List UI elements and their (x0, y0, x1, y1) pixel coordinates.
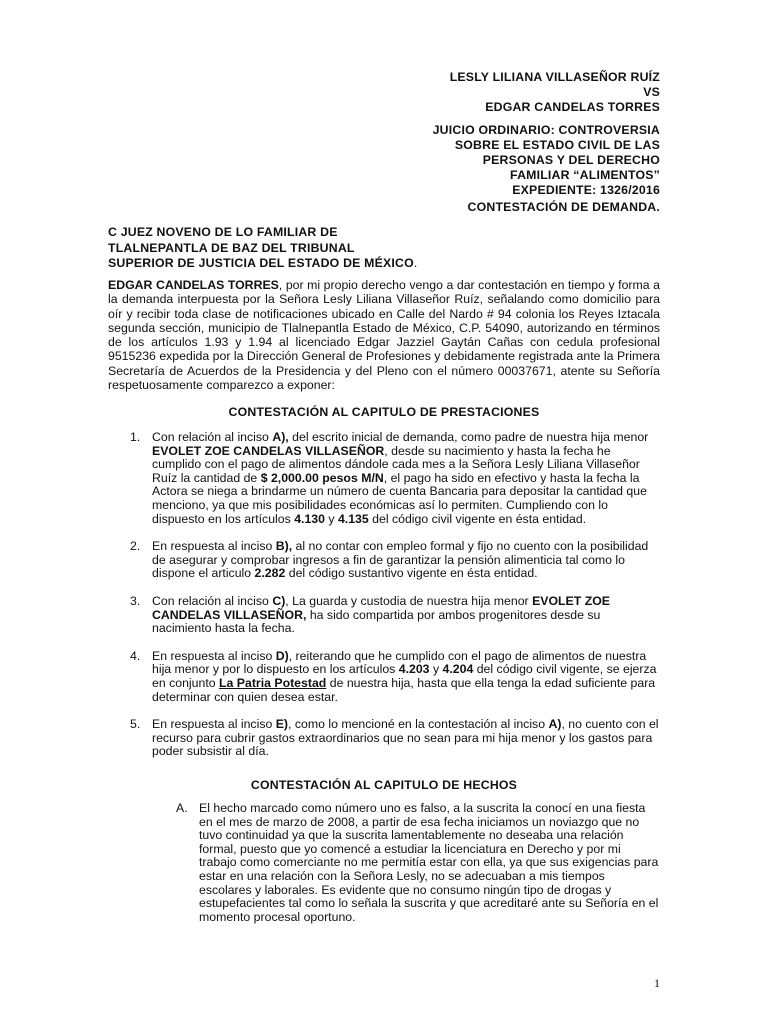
item-text: En respuesta al inciso (152, 539, 276, 554)
item-number: 2. (130, 539, 141, 554)
prestaciones-heading: CONTESTACIÓN AL CAPITULO DE PRESTACIONES (228, 405, 540, 419)
item-bold: 4.204 (442, 662, 474, 677)
hechos-heading: CONTESTACIÓN AL CAPITULO DE HECHOS (250, 778, 518, 792)
list-item (108, 540, 660, 581)
list-item (108, 650, 660, 704)
item-text: , La guarda y custodia de nuestra hija menor (285, 593, 533, 608)
item-bold: 4.130 (294, 511, 325, 526)
case-parties (450, 70, 660, 115)
item-number: 1. (130, 430, 141, 444)
item-number: 3. (130, 593, 141, 608)
item-text: En respuesta al inciso (152, 648, 276, 663)
hechos-list (108, 802, 660, 924)
item-text: ha sido compartida por ambos progenitores desde su nacimiento hasta la fecha. (152, 607, 601, 636)
item-text: del código civil vigente en ésta entidad. (368, 511, 587, 526)
item-text: En respuesta al inciso (152, 717, 276, 732)
item-text: y (324, 511, 338, 526)
item-text: del código civil vigente, se ejerza en conjunto (152, 662, 657, 690)
item-text: , desde su nacimiento y hasta la fecha he cumplido con el pago de alimentos dándole cada mes a la Señora Lesly Liliana Villaseñor Ruíz la cantidad de (152, 443, 640, 485)
page-number: 1 (654, 976, 660, 990)
item-bold: C) (272, 593, 286, 608)
prestaciones-list (108, 431, 660, 759)
item-text: El hecho marcado como número uno es falso, a la suscrita la conocí en una fiesta en el mes de marzo de 2008, a partir de esa fecha iniciamos un noviazgo que no tuvo continuidad ya que la suscrita lamentablemente no deseaba una relación formal, puesto que yo comencé a estudiar la licenciatura en Derecho y por mi trabajo como comerciante no me permitía estar con ella, ya que sus exigencias para estar en una relación con la Señora Lesly, no se adecuaban a mis tiempos escolares y laborales. Es evidente que no consumo ningún tipo de drogas y estupefacientes tal como lo señala la suscrita y que acreditaré ante su Señoría en el momento procesal oportuno. (199, 801, 659, 924)
case-line: PERSONAS Y DEL DERECHO (482, 153, 660, 167)
item-text: de nuestra hija, hasta que ella tenga la edad suficiente para determinar con quien desea estar. (152, 675, 656, 704)
addressee-line-text: SUPERIOR DE JUSTICIA DEL ESTADO DE MÉXICO (108, 256, 414, 270)
document-title-text: CONTESTACIÓN DE DEMANDA. (467, 200, 660, 214)
intro-paragraph (108, 278, 660, 392)
addressee-period: . (413, 256, 418, 270)
item-text: y (429, 662, 443, 677)
list-item (108, 431, 660, 526)
list-item (108, 802, 660, 924)
plaintiff-name: LESLY LILIANA VILLASEÑOR RUÍZ (449, 70, 660, 84)
item-bold: EVOLET ZOE CANDELAS VILLASEÑOR, (152, 593, 610, 622)
case-description (433, 123, 660, 198)
case-file-number: EXPEDIENTE: 1326/2016 (512, 183, 660, 197)
case-line: SOBRE EL ESTADO CIVIL DE LAS (454, 138, 660, 152)
addressee-line (108, 256, 668, 272)
item-bold: 4.135 (337, 511, 369, 526)
case-line: JUICIO ORDINARIO: CONTROVERSIA (432, 123, 660, 137)
addressee-block (108, 225, 668, 272)
item-number: 5. (130, 717, 141, 732)
item-bold: EVOLET ZOE CANDELAS VILLASEÑOR (152, 443, 385, 458)
item-bold: E) (275, 717, 289, 732)
addressee-line: TLALNEPANTLA DE BAZ DEL TRIBUNAL (108, 240, 355, 255)
item-bold: A) (548, 717, 562, 732)
list-item (108, 595, 660, 636)
item-text: , reiterando que he cumplido con el pago de alimentos de nuestra hija menor y por lo dispuesto en los artículos (152, 648, 647, 677)
defendant-name: EDGAR CANDELAS TORRES (485, 100, 660, 114)
case-line: FAMILIAR “ALIMENTOS” (510, 168, 660, 182)
defendant-name-inline: EDGAR CANDELAS TORRES (108, 278, 279, 292)
item-text: del código sustantivo vigente en ésta entidad. (285, 566, 538, 581)
document-title (468, 200, 660, 215)
patria-potestad-term: La Patria Potestad (219, 675, 327, 690)
item-bold: 4.203 (398, 662, 430, 677)
versus-label: VS (643, 85, 660, 99)
item-number: 4. (130, 648, 141, 663)
item-text: Con relación al inciso (152, 593, 273, 608)
item-letter: A. (176, 801, 188, 815)
item-text: , no cuento con el recurso para cubrir gastos extraordinarios que no sean para mi hija menor y los gastos para poder subsistir al día. (152, 717, 659, 759)
item-text: , el pago ha sido en efectivo y hasta la fecha la Actora se niega a brindarme un número de cuenta Bancaria para depositar la cantidad que menciono, ya que mis posibilidades económicas así lo permiten. Cumpliendo con lo dispuesto en los artículos (152, 470, 647, 526)
list-item (108, 718, 660, 759)
item-text: al no contar con empleo formal y fijo no cuento con la posibilidad de asegurar y comprobar ingresos a fin de garantizar la pensión alimenticia tal como lo dispone el articulo (152, 539, 649, 581)
item-bold: B), (275, 539, 293, 554)
item-text: Con relación al inciso (152, 430, 273, 444)
item-bold: 2.282 (254, 566, 286, 581)
item-bold: A), (272, 430, 289, 444)
item-text: del escrito inicial de demanda, como padre de nuestra hija menor (288, 430, 649, 444)
intro-text: , por mi propio derecho vengo a dar contestación en tiempo y forma a la demanda interpuesta por la Señora Lesly Liliana Villaseñor Ruíz, señalando como domicilio para oír y recibir toda clase de notificaciones ubicado en Calle del Nardo # 94 colonia los Reyes Iztacala segunda sección, municipio de Tlalnepantla Estado de México, C.P. 54090, autorizando en términos de los artículos 1.93 y 1.94 al licenciado Edgar Jazziel Gaytán Cañas con cedula profesional 9515236 expedida por la Dirección General de Profesiones y debidamente registrada ante la Primera Secretaría de Acuerdos de la Presidencia y del Pleno con el número 00037671, atente su Señoría respetuosamente comparezco a exponer: (108, 278, 660, 393)
item-bold: D) (275, 648, 289, 663)
addressee-line: C JUEZ NOVENO DE LO FAMILIAR DE (108, 225, 338, 239)
item-bold: $ 2,000.00 pesos M/N (260, 470, 384, 485)
item-text: , como lo mencioné en la contestación al inciso (288, 717, 549, 732)
